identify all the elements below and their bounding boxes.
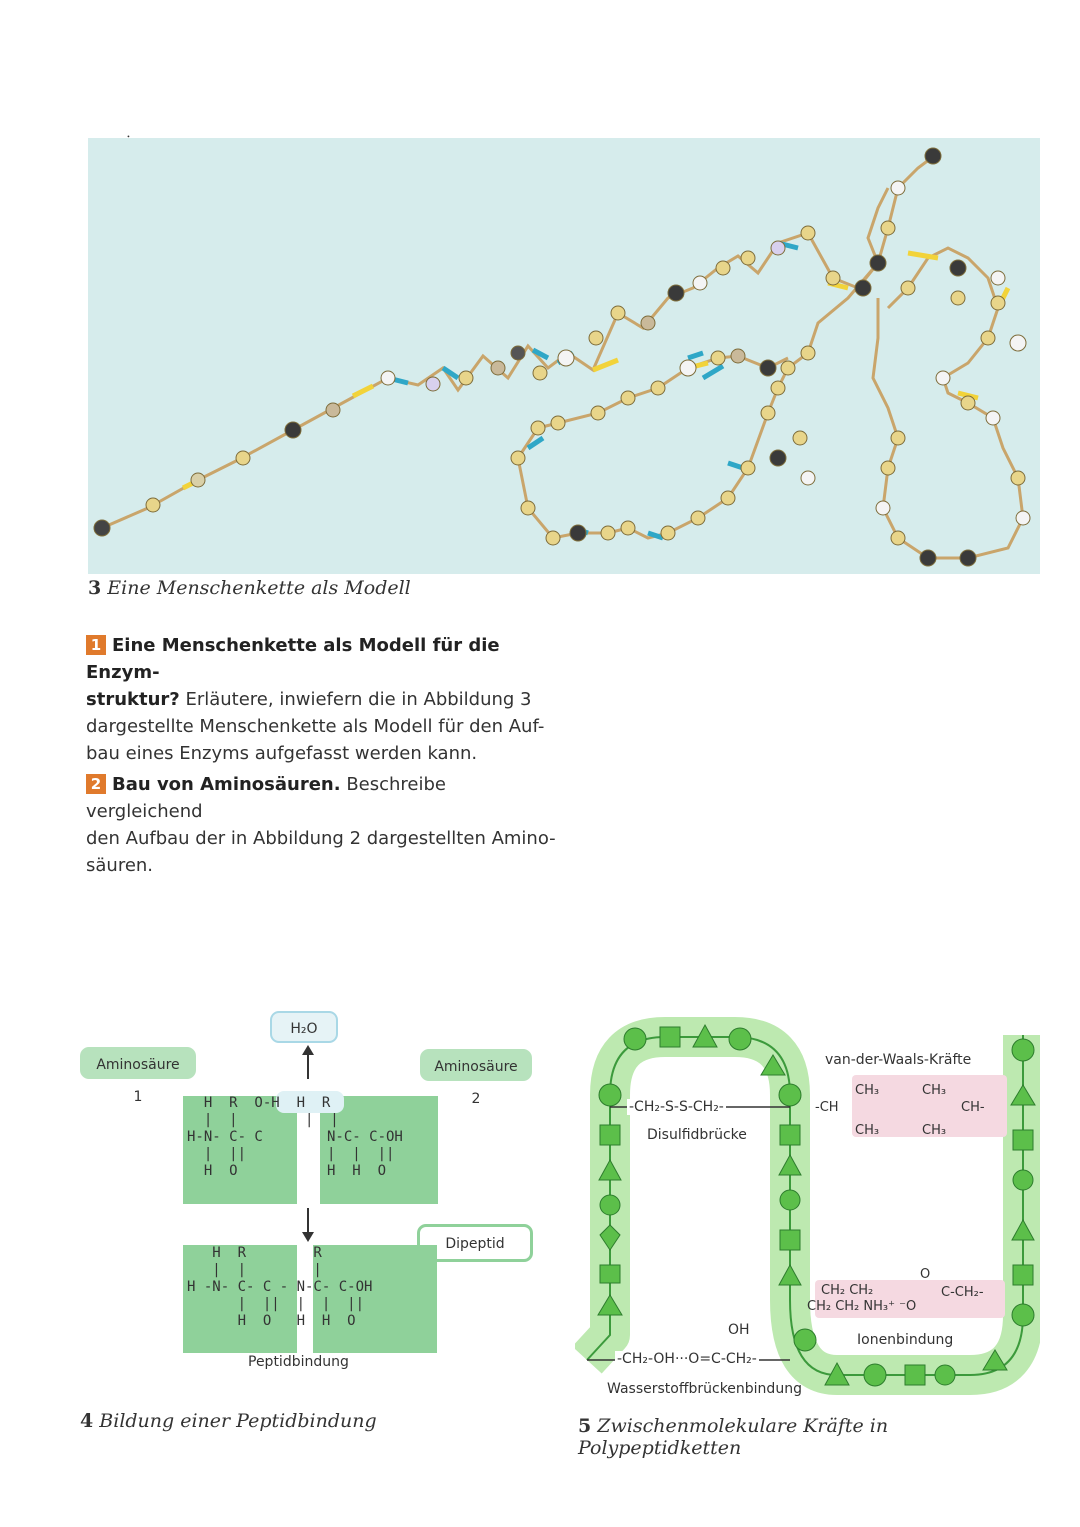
amino-acid-1-label: Aminosäure 1 (80, 1047, 196, 1079)
figure5-caption (578, 1415, 1040, 1459)
disulfide-label: Disulfidbrücke (647, 1127, 747, 1143)
task-2-line1: Beschreibe vergleichend (86, 774, 446, 822)
arm-accents-yellow (183, 253, 1008, 488)
top-left-formula: H R O-H H R | | | | H-N- C- C (187, 1095, 339, 1145)
ion-formula-right: C-CH₂- (941, 1285, 984, 1300)
figure5-caption-number: 5 (578, 1415, 592, 1437)
figure4-caption (80, 1410, 377, 1432)
chain-loop (518, 263, 878, 538)
ion-formula-1: CH₂ CH₂ (821, 1283, 874, 1298)
ion-formula-2: CH₂ CH₂ NH₃⁺ ⁻O (807, 1299, 917, 1314)
polypeptide-chain-drawing (575, 1015, 1040, 1405)
human-chain-drawing (88, 138, 1040, 574)
arm-accents-blue (388, 243, 798, 538)
disulfide-formula: -CH₂-S-S-CH₂- (629, 1099, 724, 1115)
water-label: H₂O (270, 1011, 338, 1043)
oh-label: OH (728, 1322, 750, 1338)
figure4-caption-number: 4 (80, 1410, 94, 1432)
hbond-label: Wasserstoffbrückenbindung (607, 1381, 802, 1397)
chain-people (94, 148, 1030, 566)
amino-acid-2-label: Aminosäure 2 (420, 1049, 532, 1081)
ch3-a: CH₃ (855, 1083, 880, 1098)
figure5-forces (575, 1015, 1040, 1459)
ch3-d: CH₃ (922, 1123, 947, 1138)
dipeptide-formula: H R R | | | H -N- C- C - N-C- C-OH | || | | || H O H H O (187, 1245, 373, 1329)
ch3-b: CH₃ (922, 1083, 947, 1098)
figure5-caption-text: Zwischenmolekulare Kräfte in Polypeptidketten (578, 1415, 889, 1459)
dipeptide-label: Dipeptid (417, 1224, 533, 1262)
ch-left: -CH (815, 1100, 839, 1115)
figure4-caption-text: Bildung einer Peptidbindung (99, 1410, 377, 1432)
ionic-bond-label: Ionenbindung (857, 1332, 954, 1348)
arrow-up-icon (298, 1045, 318, 1081)
figure3-caption (88, 577, 411, 599)
task-1-number: 1 (86, 635, 106, 655)
top-left-formula-bottom: | || H O (203, 1146, 247, 1179)
figure4-peptide-bond (80, 1005, 550, 1445)
task-2-title: Bau von Aminosäuren. (112, 774, 341, 795)
ch-right: CH- (961, 1100, 985, 1115)
task-1-line2: dargestellte Menschenkette als Modell für den Auf- (86, 716, 545, 737)
peptide-bond-label: Peptidbindung (248, 1354, 349, 1370)
task-2-number: 2 (86, 774, 106, 794)
task-1-line1: Erläutere, inwiefern die in Abbildung 3 (185, 689, 532, 710)
task-2-line3: säuren. (86, 855, 154, 876)
vdw-label: van-der-Waals-Kräfte (825, 1052, 972, 1068)
task-1-title-2: struktur? (86, 689, 180, 710)
arrow-down-icon (298, 1206, 318, 1244)
task-1-title: Eine Menschenkette als Modell für die Enzym- (86, 635, 500, 683)
task-1 (86, 632, 556, 767)
figure3-caption-number: 3 (88, 577, 102, 599)
task-1-line3: bau eines Enzyms aufgefasst werden kann. (86, 743, 478, 764)
human-chain-illustration (88, 138, 1040, 574)
hbond-formula: -CH₂-OH···O=C-CH₂- (617, 1351, 757, 1367)
figure3-caption-text: Eine Menschenkette als Modell (107, 577, 411, 599)
task-2-line2: den Aufbau der in Abbildung 2 dargestellten Amino- (86, 828, 556, 849)
task-2 (86, 771, 556, 879)
top-right-formula: N-C- C-OH | | || H H O (327, 1129, 403, 1179)
ch3-c: CH₃ (855, 1123, 880, 1138)
ion-o: O (920, 1267, 931, 1282)
